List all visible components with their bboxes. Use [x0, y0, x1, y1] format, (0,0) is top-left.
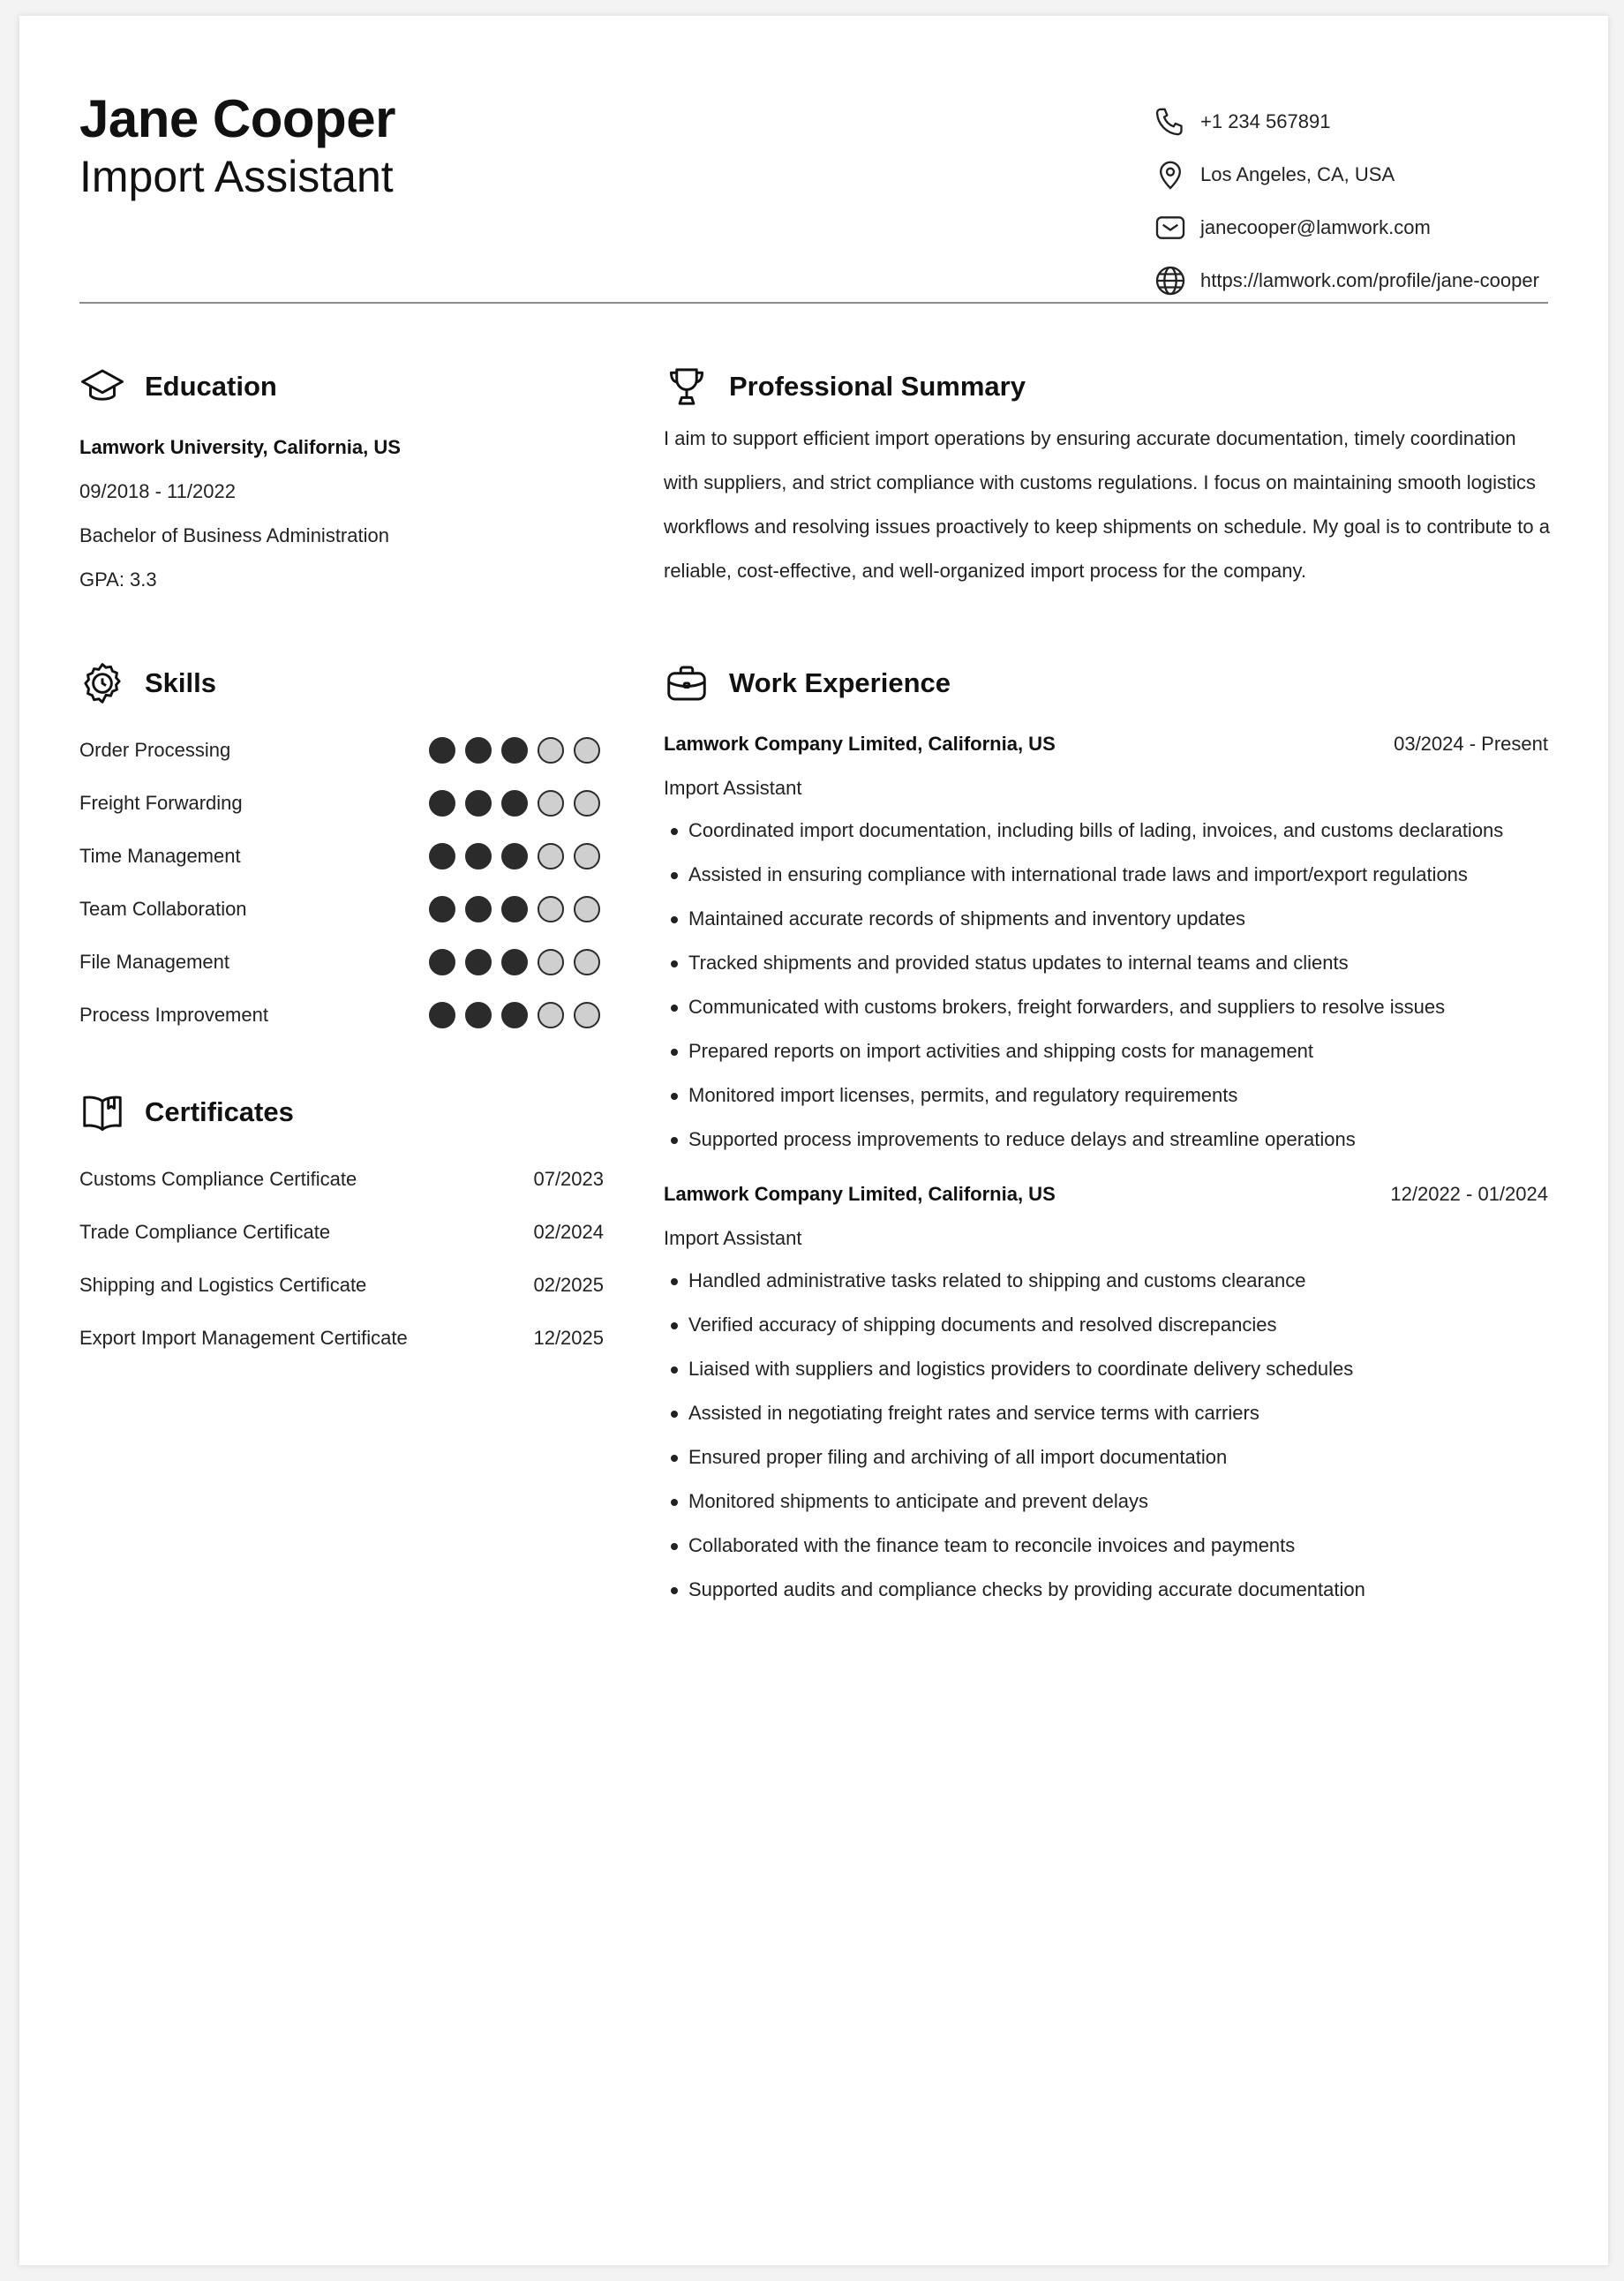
- skill-dot-empty: [538, 843, 564, 869]
- education-school: Lamwork University, California, US: [79, 436, 401, 458]
- job-bullet: Ensured proper filing and archiving of all import documentation: [664, 1435, 1555, 1479]
- briefcase-icon: [662, 659, 711, 708]
- skill-dot-filled: [501, 896, 528, 922]
- job-bullet: Coordinated import documentation, including bills of lading, invoices, and customs declarations: [664, 809, 1555, 853]
- job-bullet: Supported process improvements to reduce delays and streamline operations: [664, 1118, 1555, 1162]
- skill-dot-empty: [538, 737, 564, 764]
- skill-dot-filled: [501, 1002, 528, 1028]
- job-bullet: Communicated with customs brokers, freight forwarders, and suppliers to resolve issues: [664, 985, 1555, 1029]
- resume-header: [79, 88, 395, 203]
- job-dates: 12/2022 - 01/2024: [1390, 1183, 1548, 1205]
- job-company: Lamwork Company Limited, California, US: [664, 733, 1056, 755]
- job-bullet: Monitored import licenses, permits, and regulatory requirements: [664, 1073, 1555, 1118]
- skill-row: [79, 733, 602, 768]
- job-role: Import Assistant: [664, 777, 802, 799]
- skill-dot-empty: [574, 949, 600, 975]
- skill-level: [429, 949, 600, 975]
- education-title: Education: [145, 371, 277, 402]
- skill-dot-filled: [429, 843, 455, 869]
- open-book-icon: [78, 1088, 127, 1137]
- certificate-name: Shipping and Logistics Certificate: [79, 1274, 367, 1296]
- education-dates: 09/2018 - 11/2022: [79, 480, 236, 502]
- skill-dot-filled: [429, 790, 455, 817]
- skill-level: [429, 1002, 600, 1028]
- skill-dot-empty: [574, 843, 600, 869]
- skill-dot-filled: [465, 790, 492, 817]
- job-company: Lamwork Company Limited, California, US: [664, 1183, 1056, 1205]
- job-dates: 03/2024 - Present: [1394, 733, 1548, 755]
- job-bullet: Handled administrative tasks related to shipping and customs clearance: [664, 1259, 1555, 1303]
- job-bullet: Collaborated with the finance team to reconcile invoices and payments: [664, 1524, 1555, 1568]
- certificate-row: [79, 1268, 604, 1303]
- contact-location: [1153, 148, 1555, 201]
- skill-name: Freight Forwarding: [79, 792, 243, 814]
- skills-title: Skills: [145, 667, 216, 698]
- skill-dot-filled: [501, 790, 528, 817]
- contact-website-text[interactable]: https://lamwork.com/profile/jane-cooper: [1200, 269, 1539, 291]
- skill-name: Time Management: [79, 845, 241, 867]
- skill-dot-empty: [538, 949, 564, 975]
- trophy-icon: [662, 362, 711, 411]
- skill-dot-empty: [538, 790, 564, 817]
- job-bullet: Verified accuracy of shipping documents and resolved discrepancies: [664, 1303, 1555, 1347]
- education-gpa: GPA: 3.3: [79, 568, 157, 591]
- skill-dot-empty: [574, 790, 600, 817]
- gear-clock-icon: [78, 659, 127, 708]
- contact-email: [1153, 201, 1555, 254]
- skill-dot-filled: [501, 737, 528, 764]
- education-degree: Bachelor of Business Administration: [79, 524, 389, 546]
- summary-heading: [662, 362, 1026, 411]
- skill-dot-filled: [429, 1002, 455, 1028]
- skill-dot-empty: [538, 1002, 564, 1028]
- job-header: [664, 733, 1548, 756]
- job-bullet: Prepared reports on import activities and shipping costs for management: [664, 1029, 1555, 1073]
- skill-level: [429, 843, 600, 869]
- skill-dot-empty: [574, 896, 600, 922]
- envelope-icon: [1153, 210, 1188, 245]
- certificate-date: 07/2023: [533, 1168, 604, 1190]
- candidate-title: Import Assistant: [79, 152, 394, 201]
- skill-dot-filled: [465, 1002, 492, 1028]
- skill-row: [79, 997, 602, 1033]
- contact-location-text: Los Angeles, CA, USA: [1200, 163, 1395, 185]
- certificate-name: Export Import Management Certificate: [79, 1327, 408, 1349]
- summary-title: Professional Summary: [729, 371, 1026, 402]
- skill-dot-empty: [574, 1002, 600, 1028]
- job-bullet: Liaised with suppliers and logistics providers to coordinate delivery schedules: [664, 1347, 1555, 1391]
- certificate-row: [79, 1215, 604, 1250]
- certificate-name: Trade Compliance Certificate: [79, 1221, 331, 1243]
- skill-dot-filled: [465, 896, 492, 922]
- contact-phone: [1153, 95, 1555, 148]
- skill-dot-filled: [501, 949, 528, 975]
- job-bullet: Supported audits and compliance checks by providing accurate documentation: [664, 1568, 1555, 1612]
- skill-row: [79, 839, 602, 874]
- experience-heading: [662, 659, 951, 708]
- job-bullet: Tracked shipments and provided status updates to internal teams and clients: [664, 941, 1555, 985]
- skill-dot-filled: [429, 949, 455, 975]
- graduation-cap-icon: [78, 362, 127, 411]
- job-bullet: Assisted in negotiating freight rates and service terms with carriers: [664, 1391, 1555, 1435]
- job-bullet: Monitored shipments to anticipate and prevent delays: [664, 1479, 1555, 1524]
- skill-name: Process Improvement: [79, 1004, 268, 1026]
- skill-dot-empty: [574, 737, 600, 764]
- location-pin-icon: [1153, 157, 1188, 192]
- certificate-name: Customs Compliance Certificate: [79, 1168, 357, 1190]
- skill-dot-filled: [465, 949, 492, 975]
- job-bullet: Maintained accurate records of shipments and inventory updates: [664, 897, 1555, 941]
- certificate-row: [79, 1162, 604, 1197]
- certificates-heading: [78, 1088, 294, 1137]
- job-bullets: [664, 809, 1555, 1162]
- skill-dot-empty: [538, 896, 564, 922]
- globe-icon: [1153, 263, 1188, 298]
- education-heading: [78, 362, 277, 411]
- job-bullets: [664, 1259, 1555, 1612]
- skill-dot-filled: [501, 843, 528, 869]
- resume-page: [19, 16, 1608, 2265]
- certificate-date: 02/2024: [533, 1221, 604, 1243]
- certificates-title: Certificates: [145, 1096, 294, 1127]
- skill-name: Order Processing: [79, 739, 231, 761]
- job-bullet: Assisted in ensuring compliance with international trade laws and import/export regulations: [664, 853, 1555, 897]
- certificate-date: 12/2025: [533, 1327, 604, 1349]
- skill-name: Team Collaboration: [79, 898, 247, 920]
- certificate-row: [79, 1321, 604, 1356]
- phone-icon: [1153, 104, 1188, 139]
- experience-title: Work Experience: [729, 667, 951, 698]
- skill-level: [429, 896, 600, 922]
- skill-name: File Management: [79, 951, 229, 973]
- skill-dot-filled: [465, 737, 492, 764]
- job-header: [664, 1183, 1548, 1206]
- candidate-name: Jane Cooper: [79, 89, 395, 148]
- skill-row: [79, 945, 602, 980]
- contact-email-text[interactable]: janecooper@lamwork.com: [1200, 216, 1431, 238]
- summary-text: I aim to support efficient import operations by ensuring accurate documentation, timely coordination with suppliers, and strict compliance with customs regulations. I focus on maintaining smooth logistics workflows and resolving issues proactively to keep shipments on schedule. My goal is to contribute to a reliable, cost-effective, and well-organized import process for the company.: [664, 427, 1550, 582]
- skill-dot-filled: [429, 896, 455, 922]
- contact-website: [1153, 254, 1555, 307]
- skill-dot-filled: [465, 843, 492, 869]
- job-role: Import Assistant: [664, 1227, 802, 1249]
- certificate-date: 02/2025: [533, 1274, 604, 1296]
- skill-row: [79, 786, 602, 821]
- skill-row: [79, 892, 602, 927]
- header-divider: [79, 302, 1548, 304]
- contact-list: [1153, 95, 1555, 307]
- skill-level: [429, 790, 600, 817]
- skills-heading: [78, 659, 216, 708]
- contact-phone-text[interactable]: +1 234 567891: [1200, 110, 1331, 132]
- skill-level: [429, 737, 600, 764]
- skill-dot-filled: [429, 737, 455, 764]
